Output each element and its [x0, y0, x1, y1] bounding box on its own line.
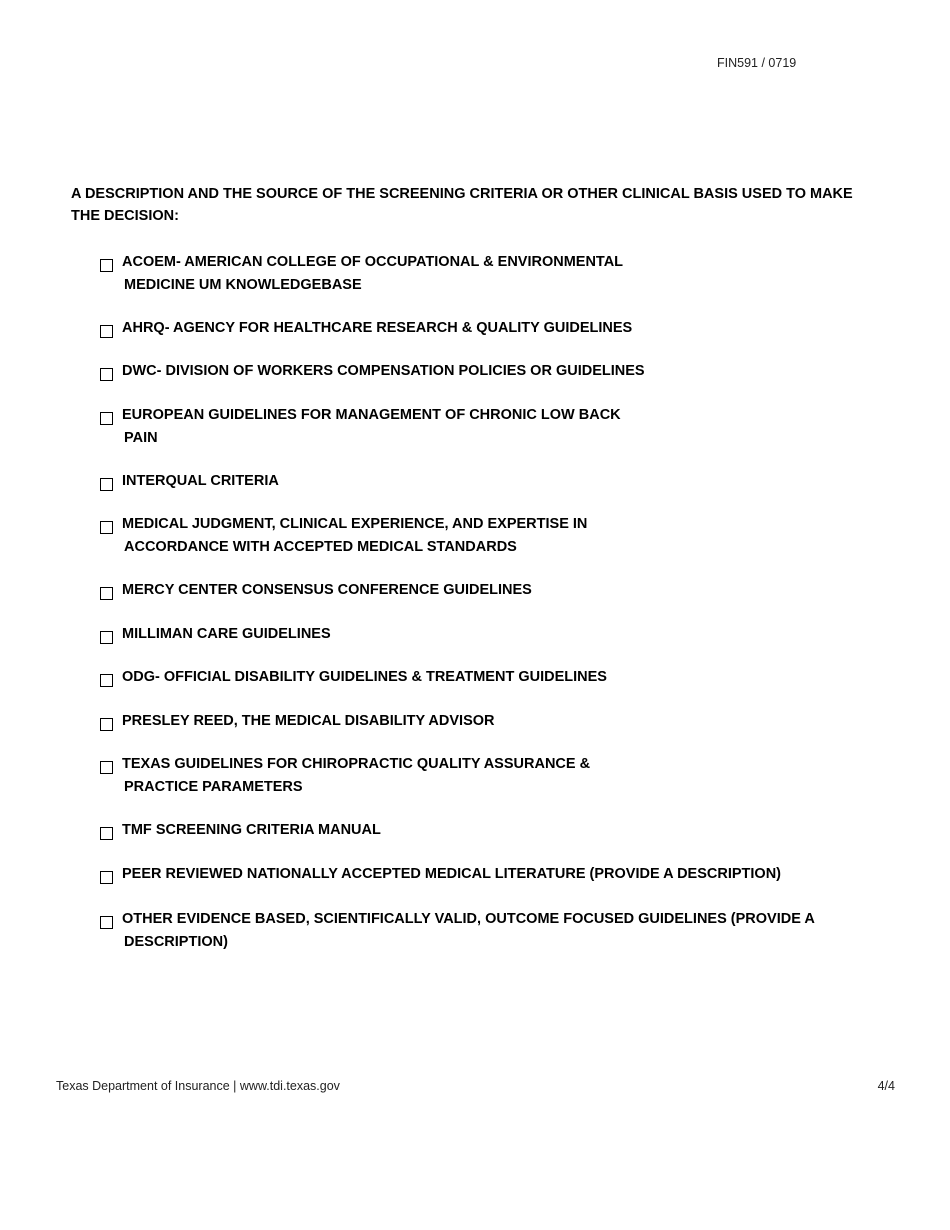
criteria-item-european: [100, 408, 820, 450]
criteria-label: ODG- OFFICIAL DISABILITY GUIDELINES & TREATMENT GUIDELINES: [122, 669, 607, 685]
criteria-label: ACOEM- AMERICAN COLLEGE OF OCCUPATIONAL & ENVIRONMENTAL MEDICINE UM KNOWLEDGEBASE: [122, 254, 624, 293]
checkbox[interactable]: [100, 674, 113, 687]
criteria-item-texas-chiropractic: [100, 757, 820, 799]
criteria-item-ahrq: [100, 321, 820, 340]
criteria-label: PRESLEY REED, THE MEDICAL DISABILITY ADVISOR: [122, 713, 495, 729]
checkbox[interactable]: [100, 827, 113, 840]
checkbox[interactable]: [100, 871, 113, 884]
checkbox[interactable]: [100, 478, 113, 491]
page-number: 4/4: [877, 1079, 895, 1093]
criteria-item-dwc: [100, 364, 820, 383]
criteria-item-medical-judgment: [100, 517, 820, 559]
checkbox[interactable]: [100, 325, 113, 338]
criteria-item-acoem: [100, 255, 820, 297]
criteria-label: TEXAS GUIDELINES FOR CHIROPRACTIC QUALITY ASSURANCE & PRACTICE PARAMETERS: [122, 756, 591, 795]
criteria-label: EUROPEAN GUIDELINES FOR MANAGEMENT OF CHRONIC LOW BACK PAIN: [122, 407, 621, 446]
checkbox[interactable]: [100, 761, 113, 774]
criteria-item-other-evidence: [100, 912, 820, 954]
criteria-item-mercy: [100, 583, 820, 602]
criteria-label: MEDICAL JUDGMENT, CLINICAL EXPERIENCE, AND EXPERTISE IN ACCORDANCE WITH ACCEPTED MEDICAL STANDARDS: [122, 516, 588, 555]
footer-organization: Texas Department of Insurance | www.tdi.texas.gov: [56, 1079, 340, 1093]
checkbox[interactable]: [100, 916, 113, 929]
criteria-item-milliman: [100, 627, 820, 646]
checkbox[interactable]: [100, 718, 113, 731]
criteria-label: PEER REVIEWED NATIONALLY ACCEPTED MEDICAL LITERATURE (PROVIDE A DESCRIPTION): [122, 866, 781, 882]
criteria-item-presley-reed: [100, 714, 820, 733]
criteria-label: INTERQUAL CRITERIA: [122, 473, 279, 489]
criteria-label: AHRQ- AGENCY FOR HEALTHCARE RESEARCH & QUALITY GUIDELINES: [122, 320, 633, 336]
checkbox[interactable]: [100, 412, 113, 425]
checkbox[interactable]: [100, 521, 113, 534]
checkbox[interactable]: [100, 368, 113, 381]
section-heading: A DESCRIPTION AND THE SOURCE OF THE SCREENING CRITERIA OR OTHER CLINICAL BASIS USED TO MAKE THE DECISION:: [71, 186, 853, 224]
criteria-label: DWC- DIVISION OF WORKERS COMPENSATION POLICIES OR GUIDELINES: [122, 363, 645, 379]
criteria-item-odg: [100, 670, 820, 689]
criteria-item-tmf: [100, 823, 820, 842]
checkbox[interactable]: [100, 631, 113, 644]
criteria-item-peer-reviewed: [100, 867, 820, 886]
checkbox[interactable]: [100, 259, 113, 272]
criteria-label: MILLIMAN CARE GUIDELINES: [122, 626, 331, 642]
form-code: FIN591 / 0719: [717, 56, 797, 70]
criteria-label: OTHER EVIDENCE BASED, SCIENTIFICALLY VALID, OUTCOME FOCUSED GUIDELINES (PROVIDE A DESCRIPTION): [122, 911, 815, 950]
checkbox[interactable]: [100, 587, 113, 600]
criteria-item-interqual: [100, 474, 820, 493]
criteria-label: TMF SCREENING CRITERIA MANUAL: [122, 822, 381, 838]
criteria-label: MERCY CENTER CONSENSUS CONFERENCE GUIDELINES: [122, 582, 532, 598]
